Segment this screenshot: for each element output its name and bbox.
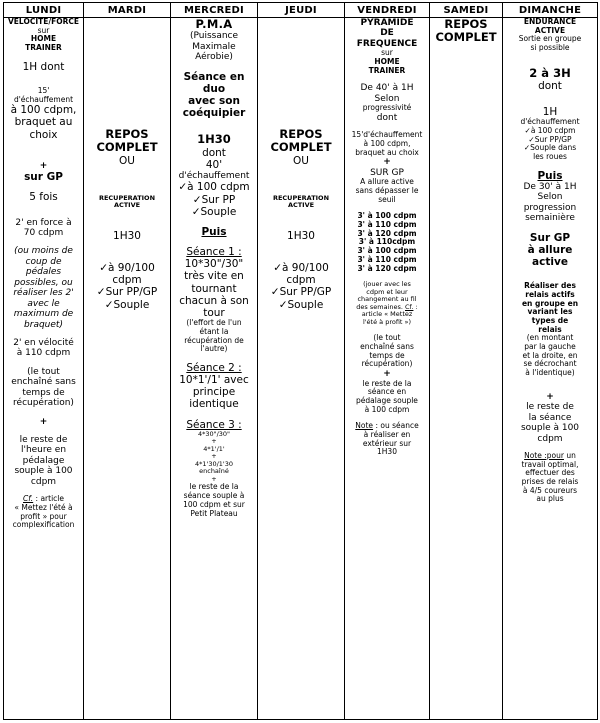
dimanche-relais-6: relais <box>538 324 562 334</box>
mercredi-rest-3: 100 cdpm et sur <box>183 499 245 509</box>
dimanche-relais-note-5: à l'identique) <box>525 368 575 378</box>
dimanche-note-4: prises de relais <box>521 477 579 487</box>
vendredi-trainer: TRAINER <box>368 65 406 75</box>
dimanche-title-2: ACTIVE <box>534 25 566 35</box>
dimanche-relais-note-2: par la gauche <box>524 342 576 352</box>
cell-jeudi <box>258 18 345 720</box>
cell-dimanche <box>503 18 598 720</box>
vendredi-warmup-1: 15'd'échauffement <box>351 130 423 140</box>
header-mardi: MARDI <box>84 3 171 18</box>
dimanche-sortie-1: Sortie en groupe <box>518 34 582 44</box>
dimanche-relais-note-3: et la droite, en <box>522 350 578 360</box>
vendredi-jouer-4: des semaines. <box>356 302 403 311</box>
lundi-chain-4: récupération) <box>13 398 74 409</box>
cell-mercredi <box>171 18 258 720</box>
jeudi-repos-2: COMPLET <box>270 140 332 155</box>
vendredi-duration-4: dont <box>376 112 398 123</box>
mardi-recup-2: ACTIVE <box>113 201 141 210</box>
mercredi-plus: + <box>211 474 217 483</box>
vendredi-pyramid-1: 3' à 100 cdpm <box>357 211 417 221</box>
vendredi-note-2: à réaliser en <box>363 430 411 439</box>
lundi-rest-3: pédalage <box>22 455 65 466</box>
dimanche-warmup: d'échauffement <box>520 117 580 127</box>
vendredi-pyramid-6: 3' à 110 cdpm <box>357 254 417 264</box>
dimanche-check-2: ✓Sur PP/GP <box>528 134 572 144</box>
dimanche-check-1: ✓à 100 cdpm <box>524 126 576 136</box>
mercredi-s1-5: tour <box>203 306 225 319</box>
mercredi-s2-title: Séance 2 : <box>186 361 242 374</box>
vendredi-rest-3: pédalage souple <box>356 395 418 405</box>
mercredi-s3-title: Séance 3 : <box>186 418 242 431</box>
lundi-trainer: TRAINER <box>25 43 62 53</box>
dimanche-prog-4: semainière <box>525 213 575 224</box>
lundi-chain-2: enchaîné sans <box>11 377 76 388</box>
jeudi-recup-1: RECUPERATION <box>272 193 330 202</box>
mercredi-pma-desc-1: (Puissance <box>189 31 239 42</box>
mercredi-rest-4: Petit Plateau <box>190 508 238 518</box>
lundi-cf-3: profit » pour <box>20 511 67 521</box>
samedi-repos-2: COMPLET <box>435 30 497 45</box>
dimanche-relais-3: en groupe en <box>521 298 579 308</box>
mercredi-rest-2: séance souple à <box>183 491 245 501</box>
lundi-note-3: pédales <box>25 267 62 278</box>
mardi-item-2: cdpm <box>112 274 142 287</box>
lundi-home: HOME <box>30 34 57 44</box>
dimanche-note-3: effectuer des <box>525 468 575 478</box>
mercredi-s1-note-3: récupération de <box>184 335 244 345</box>
vendredi-sur: sur <box>381 48 393 58</box>
dimanche-rest-4: cdpm <box>537 433 563 444</box>
lundi-cf-4: complexification <box>12 520 75 530</box>
lundi-note-1: (ou moins de <box>14 246 73 257</box>
dimanche-duration: 2 à 3H <box>529 65 571 80</box>
lundi-note-2: coup de <box>25 256 62 267</box>
cell-vendredi <box>345 18 430 720</box>
mercredi-check-2: ✓Sur PP <box>192 193 236 206</box>
lundi-warmup-1: 15' <box>37 85 50 95</box>
vendredi-title-2: DE <box>380 28 394 39</box>
mercredi-warmup-1: 40' <box>205 158 223 171</box>
mercredi-s3-4: + <box>211 452 217 461</box>
vendredi-warmup-3: braquet au choix <box>355 147 419 157</box>
vendredi-rest-1: le reste de la <box>362 378 412 388</box>
dimanche-relais-4: variant les <box>527 307 573 317</box>
dimanche-note-label: Note :pour <box>524 451 564 461</box>
mardi-repos-2: COMPLET <box>96 140 158 155</box>
dimanche-relais-1: Réaliser des <box>524 281 576 291</box>
mardi-item-3: ✓Sur PP/GP <box>96 286 158 299</box>
samedi-repos-1: REPOS <box>444 17 488 31</box>
mercredi-s1-note-4: l'autre) <box>200 344 228 354</box>
mercredi-s3-2: + <box>211 437 217 446</box>
mercredi-rest-1: le reste de la <box>189 482 239 492</box>
vendredi-chain-1: (le tout <box>373 333 401 343</box>
vendredi-pyramid-5: 3' à 100 cdpm <box>357 246 417 256</box>
lundi-warmup-5: choix <box>29 128 58 141</box>
header-mercredi: MERCREDI <box>171 3 258 18</box>
lundi-warmup-4: braquet au <box>14 116 73 129</box>
vendredi-note-4: 1H30 <box>377 447 397 457</box>
lundi-chain-1: (le tout <box>27 366 60 377</box>
cell-lundi <box>4 18 84 720</box>
dimanche-plus: + <box>546 391 554 402</box>
dimanche-relais-note-1: (en montant <box>526 333 574 343</box>
header-dimanche: DIMANCHE <box>503 3 598 18</box>
dimanche-gp-1: Sur GP <box>529 231 571 244</box>
mercredi-s3-3: 4*1'/1' <box>203 444 225 453</box>
program-row <box>4 18 598 720</box>
weekly-training-table <box>3 2 598 720</box>
vendredi-note-label: Note <box>355 421 374 431</box>
lundi-note-6: avec le <box>27 298 60 309</box>
vendredi-gp: SUR GP <box>370 167 404 178</box>
lundi-chain-3: temps de <box>22 387 65 398</box>
mercredi-warmup-2: d'échauffement <box>178 171 250 181</box>
dimanche-puis: Puis <box>537 169 563 182</box>
jeudi-repos-1: REPOS <box>279 127 323 141</box>
mercredi-s1-4: chacun à son <box>179 294 249 307</box>
jeudi-item-4: ✓Souple <box>278 298 324 311</box>
lundi-cf-2: « Mettez l'été à <box>14 502 73 512</box>
dimanche-note-1: un <box>563 451 576 461</box>
mercredi-pma-desc-2: Maximale <box>192 41 236 52</box>
vendredi-jouer-cf: Cf. <box>405 302 414 311</box>
lundi-rest-1: le reste de <box>19 435 68 446</box>
mercredi-s2-3: identique <box>189 398 239 411</box>
lundi-cf-1: : article <box>33 494 64 504</box>
dimanche-relais-5: types de <box>531 316 569 326</box>
lundi-velocity-1: 2' en vélocité <box>13 337 74 348</box>
dimanche-title-1: ENDURANCE <box>523 17 577 26</box>
mercredi-duo-2: avec son <box>188 94 240 107</box>
jeudi-recup-2: ACTIVE <box>287 201 315 210</box>
lundi-velocity-2: à 110 cdpm <box>16 348 71 359</box>
mardi-recup-1: RECUPERATION <box>98 193 156 202</box>
mercredi-s3-6: enchaîné <box>199 467 229 476</box>
vendredi-rest-4: à 100 cdpm <box>364 404 410 414</box>
lundi-note-8: braquet) <box>24 319 63 330</box>
cell-samedi <box>430 18 503 720</box>
header-samedi: SAMEDI <box>430 3 503 18</box>
mardi-ou: OU <box>119 154 135 167</box>
dimanche-gp-3: active <box>532 256 568 269</box>
jeudi-duration: 1H30 <box>287 229 315 242</box>
vendredi-jouer-1: (jouer avec les <box>363 280 411 289</box>
mercredi-s3-1: 4*30"/30" <box>197 429 231 438</box>
vendredi-pyramid-2: 3' à 110 cdpm <box>357 220 417 230</box>
dimanche-rest-2: la séance <box>528 412 572 423</box>
lundi-times: 5 fois <box>29 191 58 204</box>
mercredi-s2-2: principe <box>192 386 236 399</box>
lundi-rest-5: cdpm <box>30 476 57 487</box>
vendredi-title-1: PYRAMIDE <box>360 18 414 28</box>
dimanche-prog-2: Selon <box>537 192 563 203</box>
vendredi-allure-2: sans dépasser le <box>355 186 419 195</box>
dimanche-rest-1: le reste de <box>526 402 574 413</box>
lundi-rest-4: souple à 100 <box>14 466 73 477</box>
lundi-warmup-2: d'échauffement <box>13 94 74 104</box>
mercredi-s1-note-2: étant la <box>199 326 229 336</box>
vendredi-warmup-2: à 100 cdpm, <box>363 139 411 149</box>
mercredi-duration: 1H30 <box>197 132 231 147</box>
mercredi-duo-1: Séance en duo <box>183 70 245 95</box>
vendredi-jouer-7: l'été à profit ») <box>362 317 412 326</box>
dimanche-h1: 1H <box>542 106 558 119</box>
dimanche-check-4: les roues <box>533 152 567 162</box>
vendredi-pyramid-7: 3' à 120 cdpm <box>357 263 417 273</box>
jeudi-item-1: ✓à 90/100 <box>273 262 329 275</box>
dimanche-dont: dont <box>538 80 562 93</box>
mercredi-dont: dont <box>202 146 226 159</box>
mercredi-s1-2: très vite en <box>184 270 244 283</box>
lundi-gp: sur GP <box>24 171 63 184</box>
dimanche-rest-3: souple à 100 <box>520 423 580 434</box>
vendredi-duration-2: Selon <box>374 93 400 104</box>
mercredi-pma: P.M.A <box>195 17 233 31</box>
dimanche-note-6: au plus <box>536 494 564 504</box>
vendredi-home: HOME <box>374 57 400 66</box>
mardi-duration: 1H30 <box>113 229 141 242</box>
header-row <box>4 3 598 18</box>
mercredi-s3-5: 4*1'30/1'30 <box>195 459 233 468</box>
vendredi-allure-1: A allure active <box>360 177 414 187</box>
mardi-repos-1: REPOS <box>105 127 149 141</box>
lundi-duration: 1H dont <box>22 60 65 73</box>
lundi-note-7: maximum de <box>13 309 74 320</box>
vendredi-plus-1: + <box>383 157 391 168</box>
lundi-note-5: réaliser les 2' <box>13 288 74 299</box>
mercredi-s1-1: 10*30"/30" <box>184 258 244 271</box>
header-lundi: LUNDI <box>4 3 84 18</box>
mercredi-s2-1: 10*1'/1' avec <box>179 374 249 387</box>
lundi-note-4: possibles, ou <box>14 277 73 288</box>
vendredi-pyramid-3: 3' à 120 cdpm <box>357 228 417 238</box>
lundi-warmup-3: à 100 cdpm, <box>10 104 77 117</box>
lundi-plus-2: + <box>39 416 48 427</box>
mardi-item-4: ✓Souple <box>104 298 150 311</box>
vendredi-chain-2: enchaîné sans <box>360 342 414 352</box>
vendredi-allure-3: seuil <box>378 194 396 204</box>
lundi-force-1: 2' en force à <box>15 217 72 228</box>
vendredi-note-1: : ou séance <box>373 421 419 431</box>
lundi-force-2: 70 cdpm <box>23 228 64 239</box>
vendredi-rest-2: séance en <box>367 387 407 397</box>
mercredi-s1-title: Séance 1 : <box>186 246 242 259</box>
jeudi-item-3: ✓Sur PP/GP <box>270 286 332 299</box>
vendredi-jouer-3: changement au fil <box>357 295 417 304</box>
mercredi-pma-desc-3: Aérobie) <box>195 52 233 63</box>
vendredi-jouer-2: cdpm et leur <box>366 287 408 296</box>
vendredi-chain-4: récupération) <box>361 359 413 369</box>
dimanche-note-5: à 4/5 coureurs <box>522 485 578 495</box>
dimanche-prog-3: progression <box>523 202 577 213</box>
vendredi-chain-3: temps de <box>369 350 405 360</box>
lundi-rest-2: l'heure en <box>20 445 67 456</box>
mercredi-duo-3: coéquipier <box>182 107 246 120</box>
mercredi-check-3: ✓Souple <box>191 205 237 218</box>
vendredi-title-3: FREQUENCE <box>356 38 418 49</box>
mercredi-s1-3: tournant <box>191 282 237 295</box>
dimanche-relais-note-4: se décrochant <box>523 359 577 369</box>
vendredi-duration-1: De 40' à 1H <box>360 83 414 94</box>
mardi-item-1: ✓à 90/100 <box>99 262 155 275</box>
lundi-sur: sur <box>37 25 50 35</box>
vendredi-plus-2: + <box>383 369 391 380</box>
jeudi-item-2: cdpm <box>286 274 316 287</box>
header-vendredi: VENDREDI <box>345 3 430 18</box>
dimanche-note-2: travail optimal, <box>521 459 579 469</box>
lundi-title: VELOCITE/FORCE <box>8 17 79 26</box>
vendredi-jouer-5: : <box>413 302 418 311</box>
cell-mardi <box>84 18 171 720</box>
mercredi-s1-note-1: (l'effort de l'un <box>186 318 242 328</box>
lundi-plus-1: + <box>39 160 48 171</box>
header-jeudi: JEUDI <box>258 3 345 18</box>
dimanche-sortie-2: si possible <box>530 43 570 53</box>
mercredi-check-1: ✓à 100 cdpm <box>178 181 250 194</box>
vendredi-pyramid-4: 3' à 110cdpm <box>358 237 416 247</box>
dimanche-gp-2: à allure <box>527 243 573 256</box>
jeudi-ou: OU <box>293 154 309 167</box>
mercredi-puis: Puis <box>201 225 227 238</box>
vendredi-note-3: extérieur sur <box>362 438 412 448</box>
vendredi-jouer-6: article « Mettez <box>361 310 413 319</box>
dimanche-prog-1: De 30' à 1H <box>523 182 577 193</box>
vendredi-duration-3: progressivité <box>362 103 412 113</box>
dimanche-check-3: ✓Souple dans <box>523 143 577 153</box>
lundi-cf-label: Cf. <box>23 494 34 504</box>
dimanche-relais-2: relais actifs <box>525 289 575 299</box>
